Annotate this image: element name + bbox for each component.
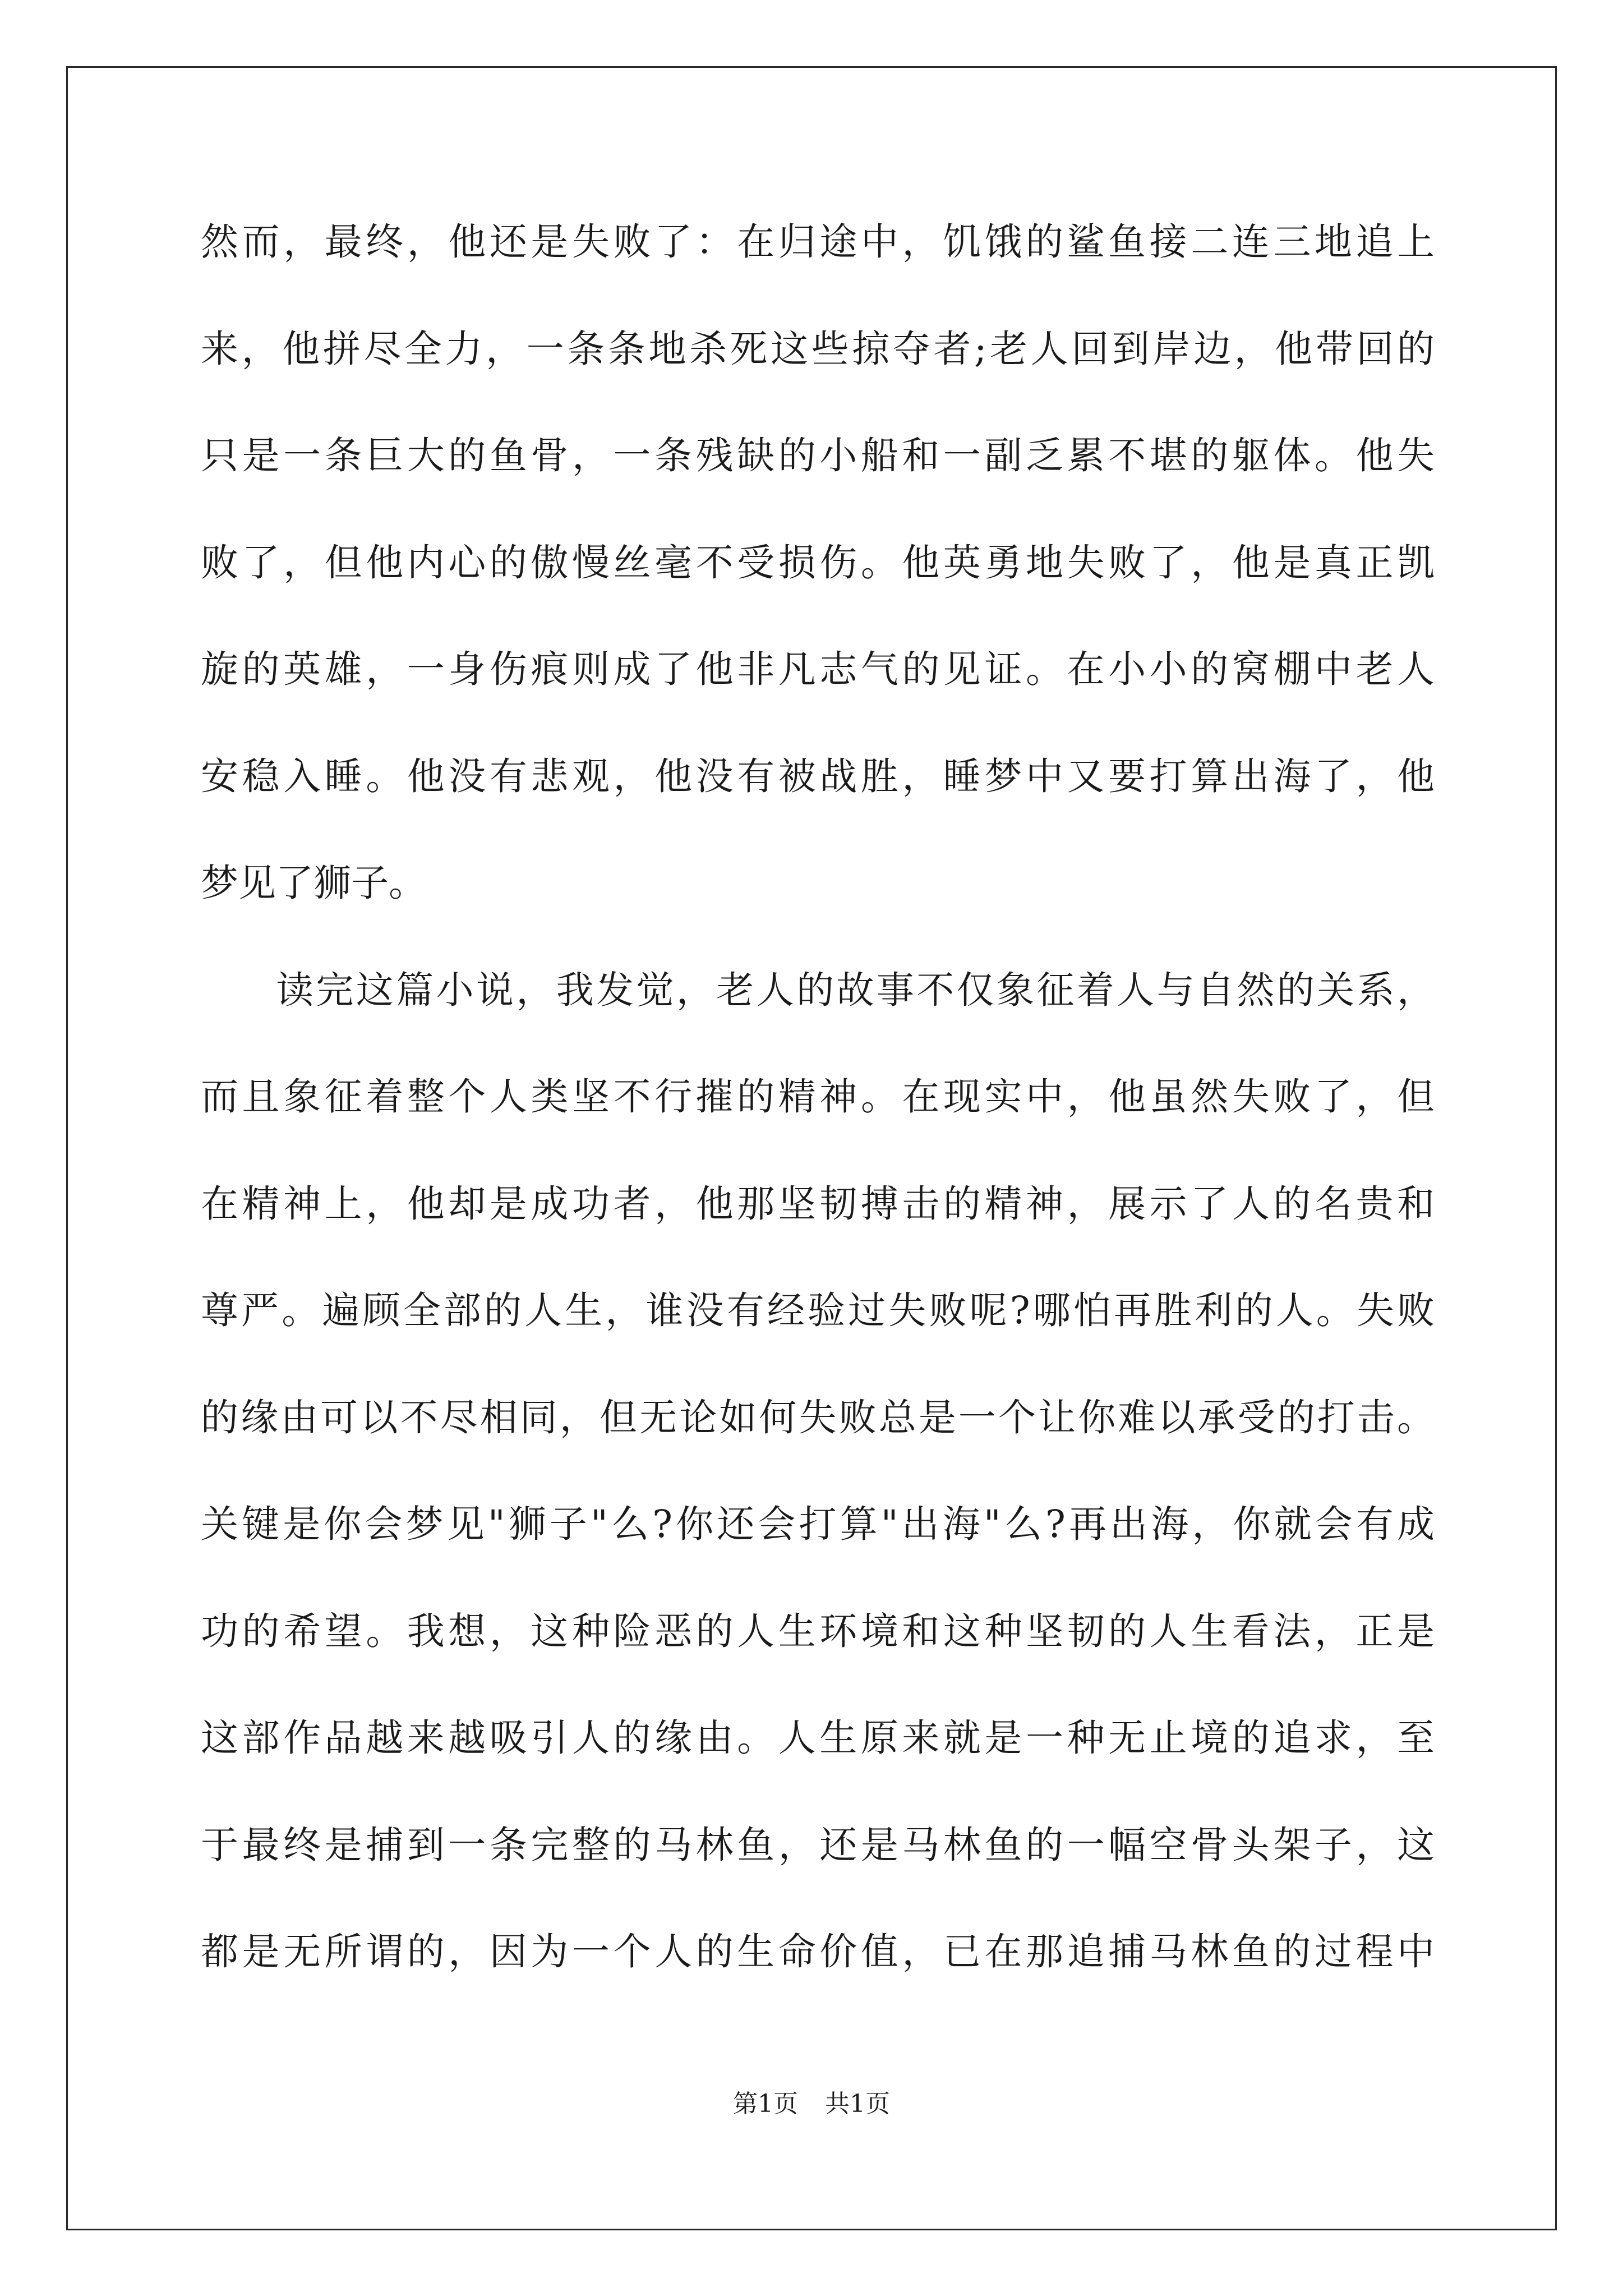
text-line: 败了，但他内心的傲慢丝毫不受损伤。他英勇地失败了，他是真正凯 [201,540,1435,585]
text-line: 关键是你会梦见"狮子"么?你还会打算"出海"么?再出海，你就会有成 [201,1502,1435,1546]
text-line: 在精神上，他却是成功者，他那坚韧搏击的精神，展示了人的名贵和 [201,1181,1435,1226]
text-line: 读完这篇小说，我发觉，老人的故事不仅象征着人与自然的关系， [276,968,1435,1012]
text-line: 只是一条巨大的鱼骨，一条残缺的小船和一副乏累不堪的躯体。他失 [201,434,1435,477]
text-line: 功的希望。我想，这种险恶的人生环境和这种坚韧的人生看法，正是 [201,1609,1435,1653]
text-line: 然而，最终，他还是失败了：在归途中，饥饿的鲨鱼接二连三地追上 [201,220,1435,264]
text-line: 来，他拼尽全力，一条条地杀死这些掠夺者;老人回到岸边，他带回的 [201,326,1435,371]
text-line: 这部作品越来越吸引人的缘由。人生原来就是一种无止境的追求，至 [201,1716,1435,1760]
page-footer [0,2088,1623,2120]
text-line: 都是无所谓的，因为一个人的生命价值，已在那追捕马林鱼的过程中 [201,1930,1435,1973]
document-body [201,218,1435,2035]
text-line: 梦见了狮子。 [201,861,426,905]
page-total: 共1页 [825,2090,890,2118]
text-line: 安稳入睡。他没有悲观，他没有被战胜，睡梦中又要打算出海了，他 [201,754,1435,798]
text-line: 尊严。遍顾全部的人生，谁没有经验过失败呢?哪怕再胜利的人。失败 [201,1289,1435,1332]
page-number: 第1页 [733,2090,798,2118]
text-line: 而且象征着整个人类坚不行摧的精神。在现实中，他虽然失败了，但 [201,1075,1435,1119]
text-line: 于最终是捕到一条完整的马林鱼，还是马林鱼的一幅空骨头架子，这 [201,1823,1435,1867]
text-line: 的缘由可以不尽相同，但无论如何失败总是一个让你难以承受的打击。 [201,1395,1435,1439]
text-line: 旋的英雄，一身伤痕则成了他非凡志气的见证。在小小的窝棚中老人 [201,647,1435,691]
